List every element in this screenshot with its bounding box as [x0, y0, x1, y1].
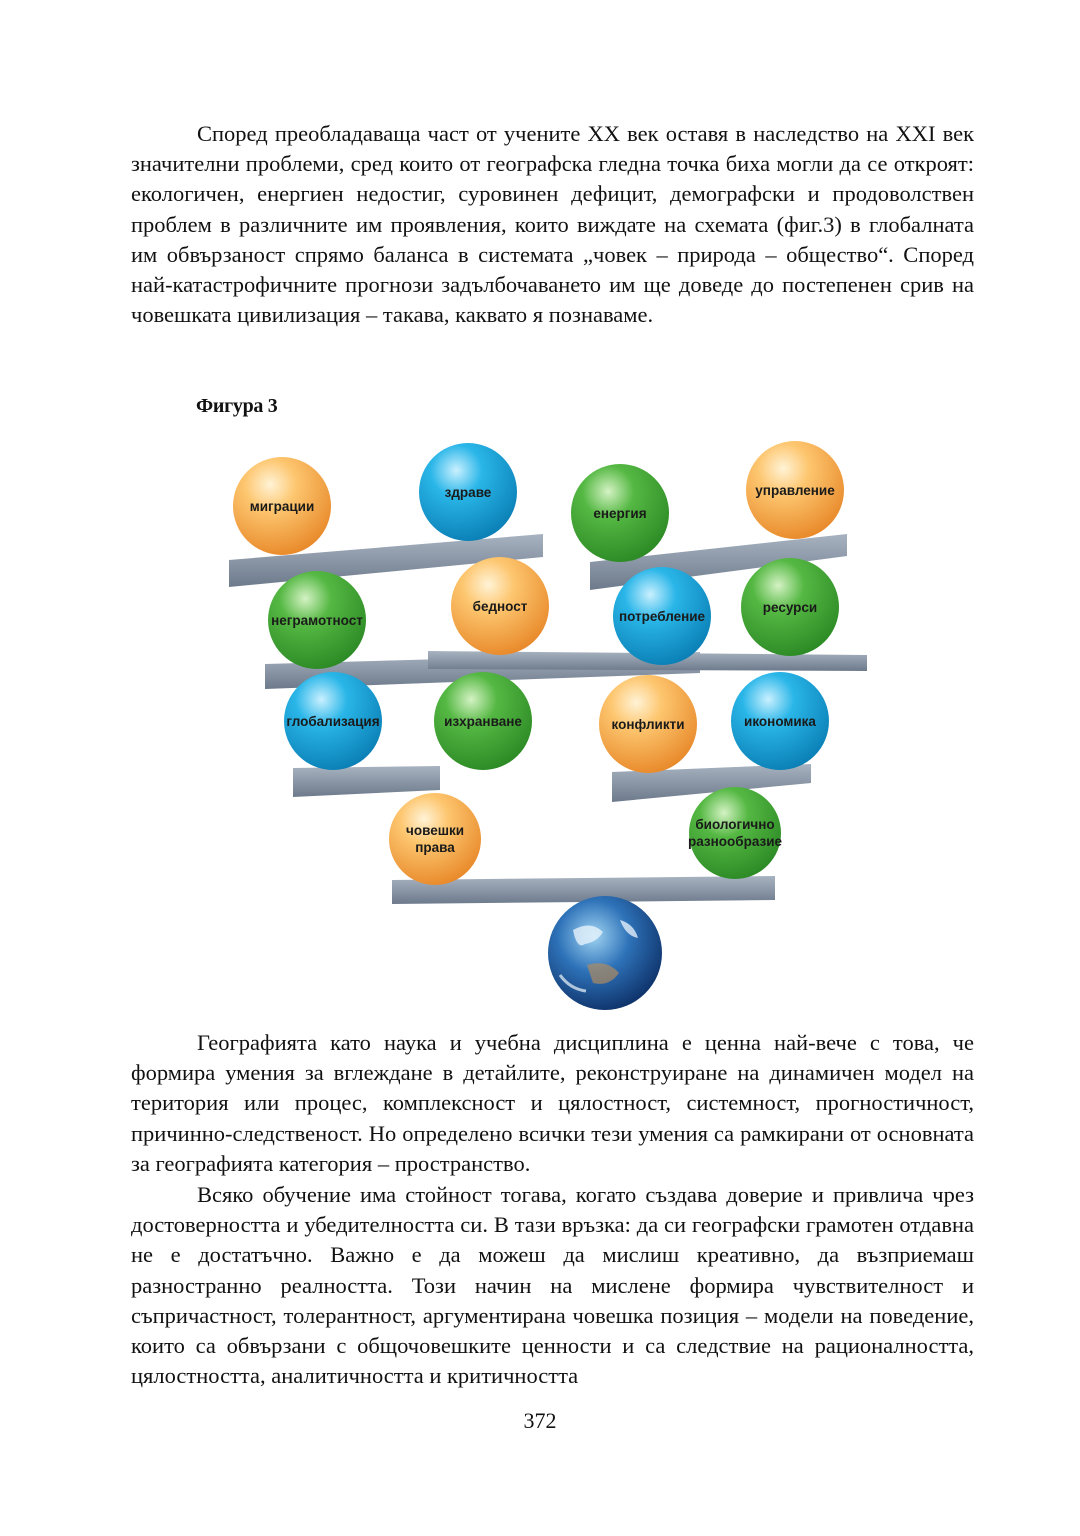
ball-shape	[389, 793, 481, 885]
ball-label: човешки	[405, 823, 465, 838]
ball-4	[268, 571, 366, 669]
ball-8	[284, 672, 382, 770]
ball-label: здраве	[444, 485, 492, 500]
ball-13	[688, 787, 783, 879]
ball-1	[419, 443, 517, 541]
ball-5	[451, 557, 549, 655]
ball-11	[731, 672, 829, 770]
ball-label: конфликти	[611, 717, 685, 732]
ball-7	[741, 558, 839, 656]
ball-label: икономика	[744, 714, 816, 729]
ball-label: ресурси	[762, 600, 818, 615]
ball-label: управление	[755, 483, 835, 498]
plank-lower-left	[293, 766, 440, 797]
ball-10	[599, 675, 697, 773]
ball-label: глобализация	[286, 714, 380, 729]
ball-label: бедност	[472, 599, 528, 614]
ball-label: потребление	[618, 609, 706, 624]
ball-3	[746, 441, 844, 539]
paragraph-intro: Според преобладаваща част от учените XX век оставя в наследство на XXI век значителни проблеми, сред които от географска гледна точка биха могли да се откроят: екологичен, енергиен недостиг, суровинен дефицит, демографски и продоволствен проблем в различните им проявления, които виждате на схемата (фиг.3) в глобалната им обвързаност спрямо баланса в системата „човек – природа – общество“. Според най-катастрофичните прогнози задълбочаването им ще доведе до постепенен срив на човешката цивилизация – такава, каквато я познаваме.	[131, 121, 974, 328]
ball-0	[233, 457, 331, 555]
page-number: 372	[523, 1408, 557, 1433]
ball-label-line2: права	[415, 840, 455, 855]
ball-6	[613, 567, 711, 665]
paragraph-education: Всяко обучение има стойност тогава, когато създава доверие и привлича чрез достоверността и убедителността си. В тази връзка: да си географски грамотен отдавна не е достатъчно. Важно е да можеш да мислиш креативно, да възприемаш разностранно реалността. Този начин на мислене формира чувствителност и съпричастност, толерантност, аргументирана човешка позиция – модели на поведение, които са обвързани с общочовешките ценности и са следствие на рационалността, цялостността, аналитичността и критичността	[131, 1182, 974, 1389]
ball-12	[389, 793, 481, 885]
paragraph-geography: Географията като наука и учебна дисциплина е ценна най-вече с това, че формира умения за вглеждане в детайлите, реконструиране на динамичен модел на територия или процес, комплексност и цялостност, системност, прогностичност, причинно-следственост. Но определено всички тези умения са рамкирани от основната за географията категория – пространство.	[131, 1030, 974, 1176]
ball-label: изхранване	[444, 714, 522, 729]
ball-shape	[689, 787, 781, 879]
figure-caption: Фигура 3	[196, 395, 278, 417]
earth-globe-icon	[548, 896, 662, 1010]
ball-9	[434, 672, 532, 770]
ball-label: енергия	[593, 506, 647, 521]
ball-label: биологично	[695, 817, 775, 832]
ball-label-line2: разнообразие	[687, 834, 783, 849]
ball-label: миграции	[249, 499, 315, 514]
ball-2	[571, 464, 669, 562]
ball-label: неграмотност	[271, 613, 363, 628]
balance-diagram	[215, 435, 875, 1015]
